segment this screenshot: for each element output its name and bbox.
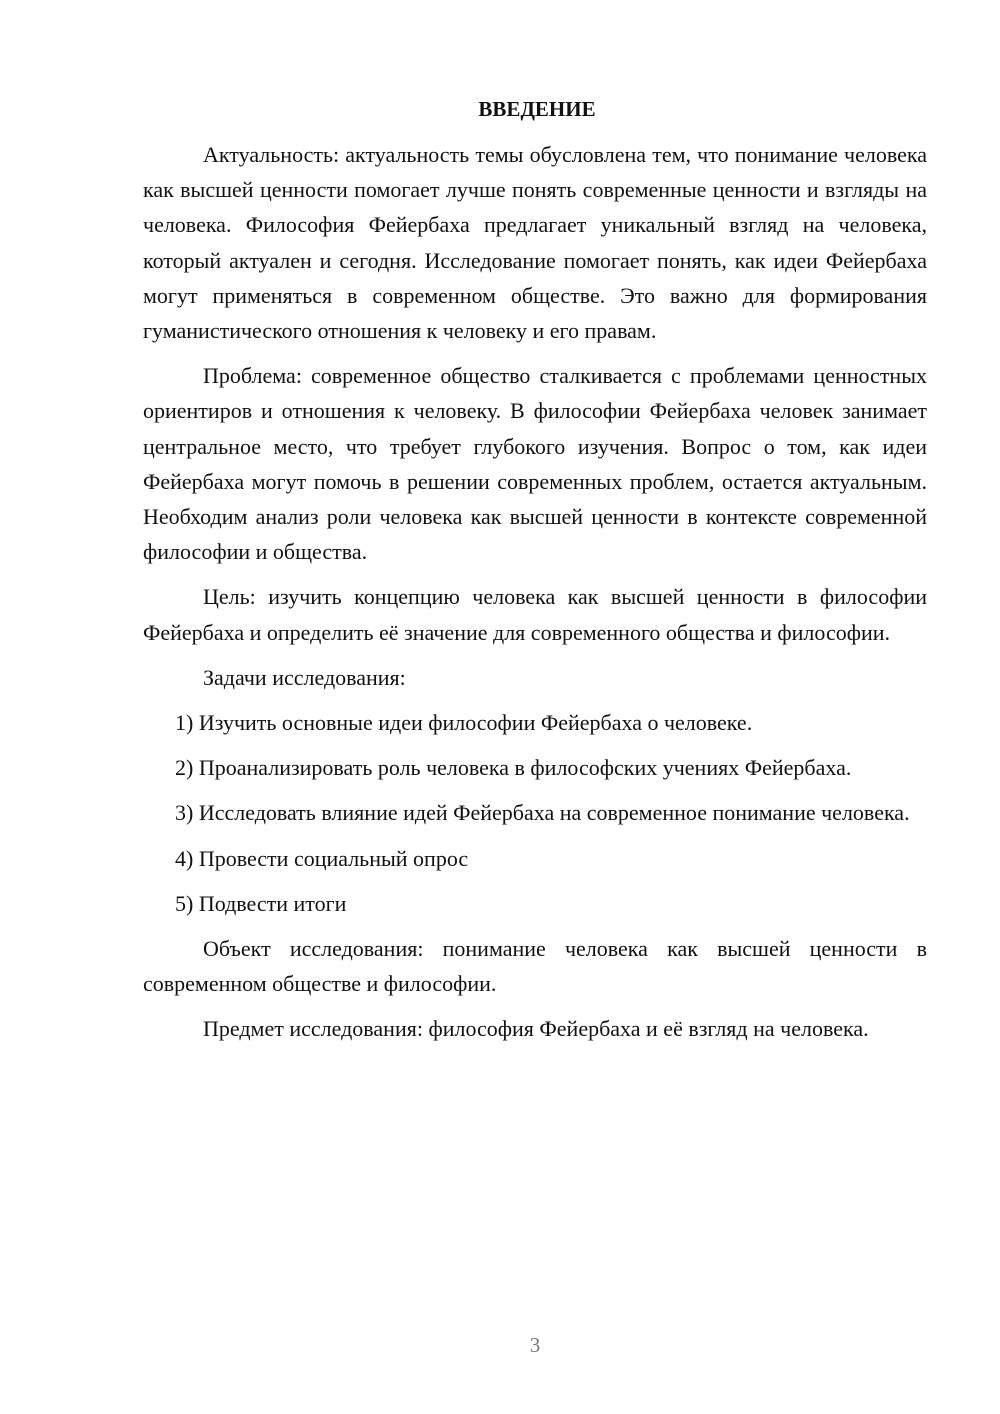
page-number: 3 [529,1333,541,1357]
goal-paragraph: Цель: изучить концепцию человека как высшей ценности в философии Фейербаха и определить её значение для современного общества и философии. [143,584,927,645]
task-item-5: 5) Подвести итоги [175,890,347,916]
relevance-paragraph: Актуальность: актуальность темы обусловлена тем, что понимание человека как высшей ценности помогает лучше понять современные ценности и взгляды на человека. Философия Фейербаха предлагает уникальный взгляд на человека, который актуален и сегодня. Исследование помогает понять, как идеи Фейербаха могут применяться в современном обществе. Это важно для формирования гуманистического отношения к человеку и его правам. [143,142,927,344]
tasks-heading: Задачи исследования: [203,664,406,690]
task-item-3: 3) Исследовать влияние идей Фейербаха на современное понимание человека. [175,800,910,826]
task-item-4: 4) Провести социальный опрос [175,845,469,871]
problem-paragraph: Проблема: современное общество сталкивается с проблемами ценностных ориентиров и отношения к человеку. В философии Фейербаха человек занимает центральное место, что требует глубокого изучения. Вопрос о том, как идеи Фейербаха могут помочь в решении современных проблем, остается актуальным. Необходим анализ роли человека как высшей ценности в контексте современной философии и общества. [143,363,927,565]
task-item-2: 2) Проанализировать роль человека в философских учениях Фейербаха. [175,755,852,781]
subject-paragraph: Предмет исследования: философия Фейербаха и её взгляд на человека. [203,1016,869,1042]
tasks-list [143,705,927,921]
page-body [143,92,927,1057]
task-item-1: 1) Изучить основные идеи философии Фейербаха о человеке. [175,710,753,736]
object-paragraph: Объект исследования: понимание человека как высшей ценности в современном обществе и философии. [143,936,927,997]
page-title: ВВЕДЕНИЕ [478,97,596,121]
